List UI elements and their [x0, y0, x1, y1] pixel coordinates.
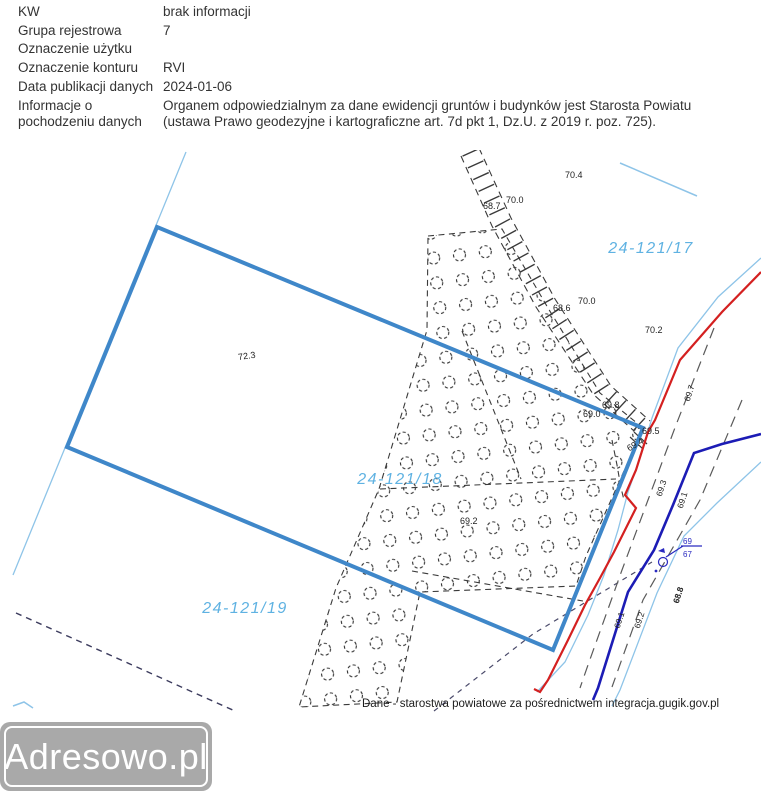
elevation-label: 68.7 — [483, 201, 501, 211]
elevation-label: 69.4 — [625, 435, 646, 454]
elevation-label: 72.3 — [237, 349, 257, 363]
row-label: Informacje o pochodzeniu danych — [18, 98, 142, 129]
elevation-label: 70.0 — [578, 296, 596, 306]
table-row — [18, 59, 750, 78]
elevation-label: 68.6 — [553, 303, 571, 313]
utility-label: 69 — [683, 537, 692, 546]
utility-label: 67 — [683, 550, 692, 559]
road-label: 69.2 — [631, 610, 647, 630]
row-label: Oznaczenie konturu — [18, 60, 139, 76]
parcel-info-table — [18, 2, 750, 131]
parcel-number-label: 24-121/19 — [202, 600, 288, 617]
elevation-label: 69.5 — [642, 426, 660, 436]
table-row — [18, 40, 750, 59]
elevation-label: 69.2 — [460, 516, 478, 526]
row-value: brak informacji — [163, 3, 251, 19]
elevation-label: 70.2 — [645, 325, 663, 335]
elevation-label: 70.0 — [506, 195, 524, 205]
map-attribution: Dane - starostwa powiatowe za pośrednictwem integracja.gugik.gov.pl — [362, 698, 720, 710]
cadastral-map — [0, 150, 761, 716]
adresowo-logo-text: Adresowo.pl — [4, 735, 208, 777]
adresowo-logo-frame — [4, 726, 208, 787]
parcel-number-label: 24-121/18 — [357, 471, 443, 488]
table-row — [18, 78, 750, 97]
row-label: Oznaczenie użytku — [18, 41, 133, 57]
table-row — [18, 2, 750, 21]
boundary-line — [620, 163, 697, 196]
row-value: RVI — [163, 60, 186, 76]
utility-labels — [683, 537, 692, 559]
row-value: 7 — [163, 22, 171, 38]
road-label: 69.1 — [674, 490, 690, 510]
table-row — [18, 21, 750, 40]
road-label: 69.3 — [653, 478, 669, 498]
utility-node-symbol — [655, 546, 702, 572]
elevation-label: 69.0 — [583, 409, 601, 419]
elevation-label: 69.8 — [602, 400, 620, 410]
row-value: Organem odpowiedzialnym za dane ewidencji gruntów i budynków jest Starosta Powiatu (ustawa Prawo geodezyjne i kartograficzne art. 7d pkt 1, Dz.U. z 2019 r. poz. 725). — [163, 98, 692, 129]
elevation-label: 70.4 — [565, 170, 583, 180]
row-value: 2024-01-06 — [163, 79, 233, 95]
row-label: Data publikacji danych — [18, 79, 154, 95]
road-label: 69.7 — [681, 383, 697, 403]
row-label: KW — [18, 3, 40, 19]
table-row — [18, 96, 750, 130]
road-label: 69.1 — [611, 610, 627, 630]
row-value — [163, 40, 723, 59]
adresowo-logo — [0, 722, 212, 791]
parcel-number-label: 24-121/17 — [608, 240, 694, 257]
row-label: Grupa rejestrowa — [18, 22, 122, 38]
boundary-squiggle — [13, 702, 33, 708]
road-label: 68.8 — [670, 585, 686, 605]
